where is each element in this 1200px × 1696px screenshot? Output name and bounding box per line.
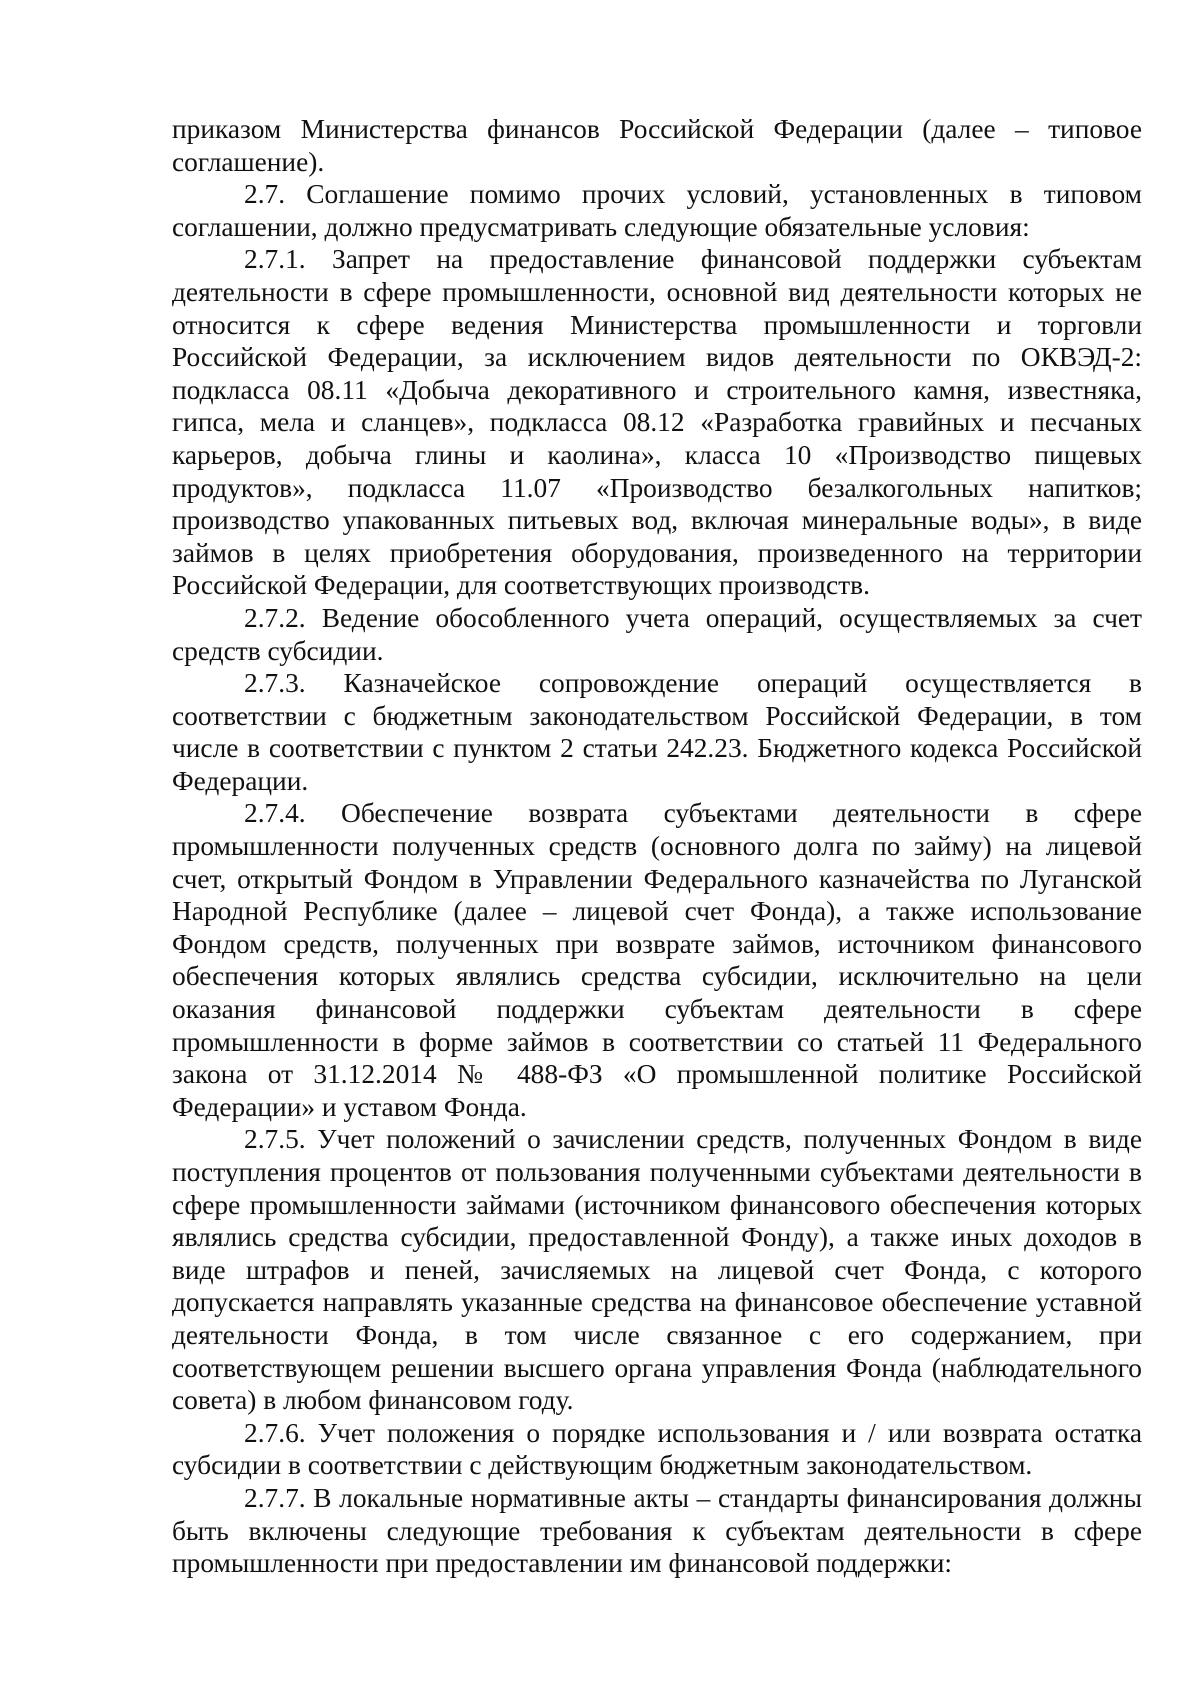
paragraph-2-7-6: 2.7.6. Учет положения о порядке использования и / или возврата остатка субсидии в соответствии с действующим бюджетным законодательством. xyxy=(172,1417,1142,1481)
paragraph-2-7-1: 2.7.1. Запрет на предоставление финансовой поддержки субъектам деятельности в сфере промышленности, основной вид деятельности которых не относится к сфере ведения Министерства промышленности и торговли Российской Федерации, за исключением видов деятельности по ОКВЭД-2: подкласса 08.11 «Добыча декоративного и строительного камня, известняка, гипса, мела и сланцев», подкласса 08.12 «Разработка гравийных и песчаных карьеров, добыча глины и каолина», класса 10 «Производство пищевых продуктов», подкласса 11.07 «Производство безалкогольных напитков; производство упакованных питьевых вод, включая минеральные воды», в виде займов в целях приобретения оборудования, произведенного на территории Российской Федерации, для соответствующих производств. xyxy=(172,244,1142,601)
paragraph-2-7-3: 2.7.3. Казначейское сопровождение операций осуществляется в соответствии с бюджетным законодательством Российской Федерации, в том числе в соответствии с пунктом 2 статьи 242.23. Бюджетного кодекса Российской Федерации. xyxy=(172,668,1142,796)
paragraph-2-7-7: 2.7.7. В локальные нормативные акты – стандарты финансирования должны быть включены следующие требования к субъектам деятельности в сфере промышленности при предоставлении им финансовой поддержки: xyxy=(172,1482,1142,1579)
paragraph-2-7-5: 2.7.5. Учет положений о зачислении средств, полученных Фондом в виде поступления процентов от пользования полученными субъектами деятельности в сфере промышленности займами (источником финансового обеспечения которых являлись средства субсидии, предоставленной Фонду), а также иных доходов в виде штрафов и пеней, зачисляемых на лицевой счет Фонда, с которого допускается направлять указанные средства на финансовое обеспечение уставной деятельности Фонда, в том числе связанное с его содержанием, при соответствующем решении высшего органа управления Фонда (наблюдательного совета) в любом финансовом году. xyxy=(172,1124,1142,1416)
paragraph-2-7-4: 2.7.4. Обеспечение возврата субъектами деятельности в сфере промышленности полученных средств (основного долга по займу) на лицевой счет, открытый Фондом в Управлении Федерального казначейства по Луганской Народной Республике (далее – лицевой счет Фонда), а также использование Фондом средств, полученных при возврате займов, источником финансового обеспечения которых являлись средства субсидии, исключительно на цели оказания финансовой поддержки субъектам деятельности в сфере промышленности в форме займов в соответствии со статьей 11 Федерального закона от 31.12.2014 № 488-ФЗ «О промышленной политике Российской Федерации» и уставом Фонда. xyxy=(172,798,1142,1122)
document-body xyxy=(172,113,1142,1580)
paragraph-2-7: 2.7. Соглашение помимо прочих условий, установленных в типовом соглашении, должно предусматривать следующие обязательные условия: xyxy=(172,179,1142,242)
paragraph-continuation: приказом Министерства финансов Российской Федерации (далее – типовое соглашение). xyxy=(172,114,1142,177)
paragraph-2-7-2: 2.7.2. Ведение обособленного учета операций, осуществляемых за счет средств субсидии. xyxy=(172,602,1142,666)
